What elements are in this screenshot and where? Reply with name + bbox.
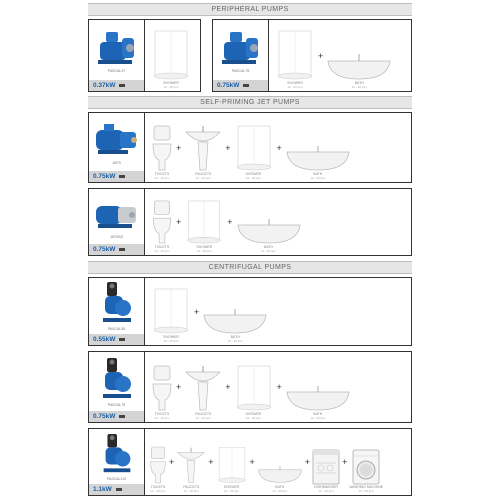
- pump-model-name: JM75: [112, 161, 121, 165]
- fixture-rate: 12 - 15 lpm: [154, 415, 170, 420]
- fixture-rate: 10 - 15 lpm: [318, 488, 334, 493]
- power-rating-value: 0.75kW: [217, 82, 240, 89]
- bar-icon: [243, 84, 249, 87]
- centrifugal-pump-icon: [92, 281, 141, 332]
- fixture-label: WASHING MACHINE: [349, 485, 384, 490]
- plus-icon: +: [276, 142, 282, 153]
- centrifugal-pump-icon: [92, 355, 141, 409]
- fixture-label: DISHWASHER: [314, 485, 338, 490]
- section-header-centrifugal: CENTRIFUGAL PUMPS: [88, 261, 412, 274]
- bar-icon: [116, 488, 122, 491]
- fixture-label: BATH: [230, 335, 240, 340]
- fixture-label: BATH: [313, 412, 323, 417]
- fixture-toilets: [151, 189, 173, 255]
- shower-icon: [216, 445, 248, 485]
- fixture-washing-machine: [349, 429, 383, 495]
- fixture-shower: [216, 429, 248, 495]
- power-rating: [89, 244, 144, 255]
- fixture-rate: 12 - 20 lpm: [351, 84, 367, 89]
- power-rating-value: 0.37kW: [93, 82, 116, 89]
- toilet-icon: [149, 445, 167, 485]
- fixture-rate: 12 - 20 lpm: [183, 488, 199, 493]
- row-pascal75-centrifugal: [88, 351, 412, 423]
- fixture-shower: [151, 20, 191, 91]
- row-jm75ss: [88, 188, 412, 256]
- bathtub-icon: [285, 144, 351, 172]
- plus-icon: +: [169, 457, 175, 467]
- fixture-label: FAUCETS: [195, 412, 212, 417]
- peripheral-pump-icon: [216, 23, 265, 78]
- pump-model-name: PASCAL110: [106, 476, 127, 481]
- fixture-rate: 15 - 25 lpm: [358, 488, 374, 493]
- shower-icon: [234, 364, 274, 412]
- fixture-rate: 12 - 20 lpm: [227, 338, 243, 343]
- fixture-rate: 12 - 20 lpm: [261, 248, 277, 253]
- pump-card-pascal37: [88, 19, 201, 92]
- shower-icon: [275, 29, 315, 81]
- faucet-basin-icon: [184, 364, 222, 412]
- row-jm75: [88, 112, 412, 183]
- washing-machine-icon: [352, 449, 380, 485]
- fixture-label: SHOWER: [163, 81, 179, 86]
- fixture-bath: [285, 352, 351, 422]
- fixture-label: TOILETS: [154, 245, 170, 250]
- fixture-label: BATH: [354, 81, 364, 86]
- shower-icon: [184, 199, 224, 245]
- fixture-shower: [234, 352, 274, 422]
- bar-icon: [119, 84, 125, 87]
- plus-icon: +: [249, 457, 255, 467]
- row-pascal55: [88, 277, 412, 346]
- power-rating: [89, 334, 144, 345]
- fixtures: [271, 20, 411, 91]
- power-rating-value: 0.75kW: [93, 413, 116, 420]
- fixture-rate: 12 - 20 lpm: [272, 488, 288, 493]
- pump-cell: [213, 20, 269, 91]
- fixture-label: SHOWER: [163, 335, 179, 340]
- fixture-dishwasher: [312, 429, 340, 495]
- pump-model-name: JM75SS: [109, 234, 124, 239]
- pump-model-name: PASCAL75: [107, 402, 126, 407]
- plus-icon: +: [342, 457, 348, 467]
- fixtures: [147, 189, 411, 255]
- fixture-label: SHOWER: [223, 485, 240, 490]
- bar-icon: [119, 338, 125, 341]
- fixture-bath: [236, 189, 302, 255]
- row-pascal110: [88, 428, 412, 496]
- fixture-bath: [202, 278, 268, 345]
- plus-icon: +: [225, 382, 231, 392]
- fixture-shower: [275, 20, 315, 91]
- plus-icon: +: [194, 306, 200, 317]
- power-rating-value: 1.1kW: [93, 486, 112, 493]
- fixtures: [147, 352, 411, 422]
- fixture-rate: 12 - 20 lpm: [310, 415, 326, 420]
- fixture-label: SHOWER: [196, 245, 213, 250]
- jet-pump-icon: [92, 192, 141, 242]
- section-header-self-priming: SELF-PRIMING JET PUMPS: [88, 96, 412, 109]
- peripheral-pump-icon: [92, 23, 141, 78]
- pump-cell: [89, 20, 145, 91]
- pump-model-name: PASCAL55: [107, 327, 126, 331]
- plus-icon: +: [208, 457, 214, 467]
- faucet-basin-icon: [184, 124, 222, 172]
- toilet-icon: [151, 364, 173, 412]
- pump-cell: [89, 352, 145, 422]
- plus-icon: +: [225, 142, 231, 153]
- power-rating-value: 0.75kW: [93, 173, 116, 180]
- fixture-rate: 10 - 25 lpm: [287, 84, 303, 89]
- bathtub-icon: [202, 307, 268, 335]
- plus-icon: +: [318, 50, 324, 61]
- fixture-toilets: [151, 352, 173, 422]
- pump-card-pascal75: [212, 19, 412, 92]
- fixture-label: TOILETS: [154, 172, 170, 177]
- fixture-bath: [257, 429, 303, 495]
- fixture-rate: 12 - 20 lpm: [195, 415, 211, 420]
- fixture-faucets: [184, 113, 222, 182]
- power-rating: [89, 171, 144, 182]
- fixture-rate: 10 - 25 lpm: [163, 84, 179, 89]
- plus-icon: +: [304, 457, 311, 467]
- fixture-rate: 10 - 25 lpm: [163, 338, 179, 343]
- power-rating: [89, 411, 144, 422]
- fixtures: [147, 20, 200, 91]
- pump-cell: [89, 189, 145, 255]
- faucet-basin-icon: [176, 445, 206, 485]
- plus-icon: +: [176, 217, 182, 227]
- fixture-bath: [326, 20, 392, 91]
- plus-icon: +: [276, 382, 282, 392]
- fixture-rate: 10 - 25 lpm: [246, 175, 262, 180]
- power-rating-value: 0.55kW: [93, 336, 116, 343]
- fixture-label: SHOWER: [245, 412, 262, 417]
- fixture-faucets: [184, 352, 222, 422]
- fixture-rate: 10 - 25 lpm: [246, 415, 262, 420]
- bar-icon: [119, 175, 125, 178]
- pump-cell: [89, 429, 145, 495]
- fixture-rate: 12 - 15 lpm: [150, 488, 166, 493]
- fixture-rate: 10 - 25 lpm: [224, 488, 240, 493]
- fixture-rate: 12 - 20 lpm: [310, 175, 326, 180]
- fixture-rate: 12 - 20 lpm: [195, 175, 211, 180]
- bar-icon: [119, 415, 125, 418]
- pump-model-name: PASCAL75: [231, 69, 250, 73]
- fixture-rate: 12 - 15 lpm: [154, 175, 170, 180]
- fixture-shower: [234, 113, 274, 182]
- fixture-rate: 12 - 15 lpm: [154, 248, 170, 253]
- bathtub-icon: [326, 51, 392, 81]
- shower-icon: [234, 124, 274, 172]
- plus-icon: +: [176, 142, 182, 153]
- dishwasher-icon: [312, 449, 340, 485]
- fixtures: [147, 429, 411, 495]
- fixture-label: BATH: [263, 245, 274, 250]
- fixtures: [147, 278, 411, 345]
- toilet-icon: [151, 199, 173, 245]
- fixture-label: FAUCETS: [183, 485, 200, 490]
- row-peripheral: [88, 19, 412, 92]
- power-rating: [89, 80, 144, 91]
- plus-icon: +: [227, 217, 233, 227]
- pump-cell: [89, 278, 145, 345]
- fixture-shower: [184, 189, 224, 255]
- centrifugal-pump-icon: [92, 432, 141, 482]
- fixture-label: TOILETS: [154, 412, 170, 417]
- jet-pump-icon: [92, 116, 141, 169]
- fixture-label: BATH: [313, 172, 323, 177]
- plus-icon: +: [176, 382, 182, 392]
- bathtub-icon: [236, 217, 302, 245]
- fixture-label: BATH: [275, 485, 285, 490]
- fixture-shower: [151, 278, 191, 345]
- fixture-toilets: [151, 113, 173, 182]
- pump-model-name: PASCAL37: [107, 69, 126, 73]
- power-rating-value: 0.75kW: [93, 246, 116, 253]
- fixture-bath: [285, 113, 351, 182]
- shower-icon: [151, 29, 191, 81]
- pump-cell: [89, 113, 145, 182]
- fixture-rate: 10 - 25 lpm: [196, 248, 212, 253]
- power-rating: [213, 80, 268, 91]
- shower-icon: [151, 287, 191, 335]
- fixture-faucets: [176, 429, 206, 495]
- toilet-icon: [151, 124, 173, 172]
- section-header-peripheral: PERIPHERAL PUMPS: [88, 3, 412, 16]
- bathtub-icon: [257, 463, 303, 485]
- bathtub-icon: [285, 384, 351, 412]
- power-rating: [89, 484, 144, 495]
- fixture-label: SHOWER: [287, 81, 303, 86]
- fixture-label: TOILETS: [150, 485, 166, 490]
- fixtures: [147, 113, 411, 182]
- fixture-label: SHOWER: [245, 172, 262, 177]
- bar-icon: [119, 248, 125, 251]
- fixture-toilets: [149, 429, 167, 495]
- fixture-label: FAUCETS: [195, 172, 212, 177]
